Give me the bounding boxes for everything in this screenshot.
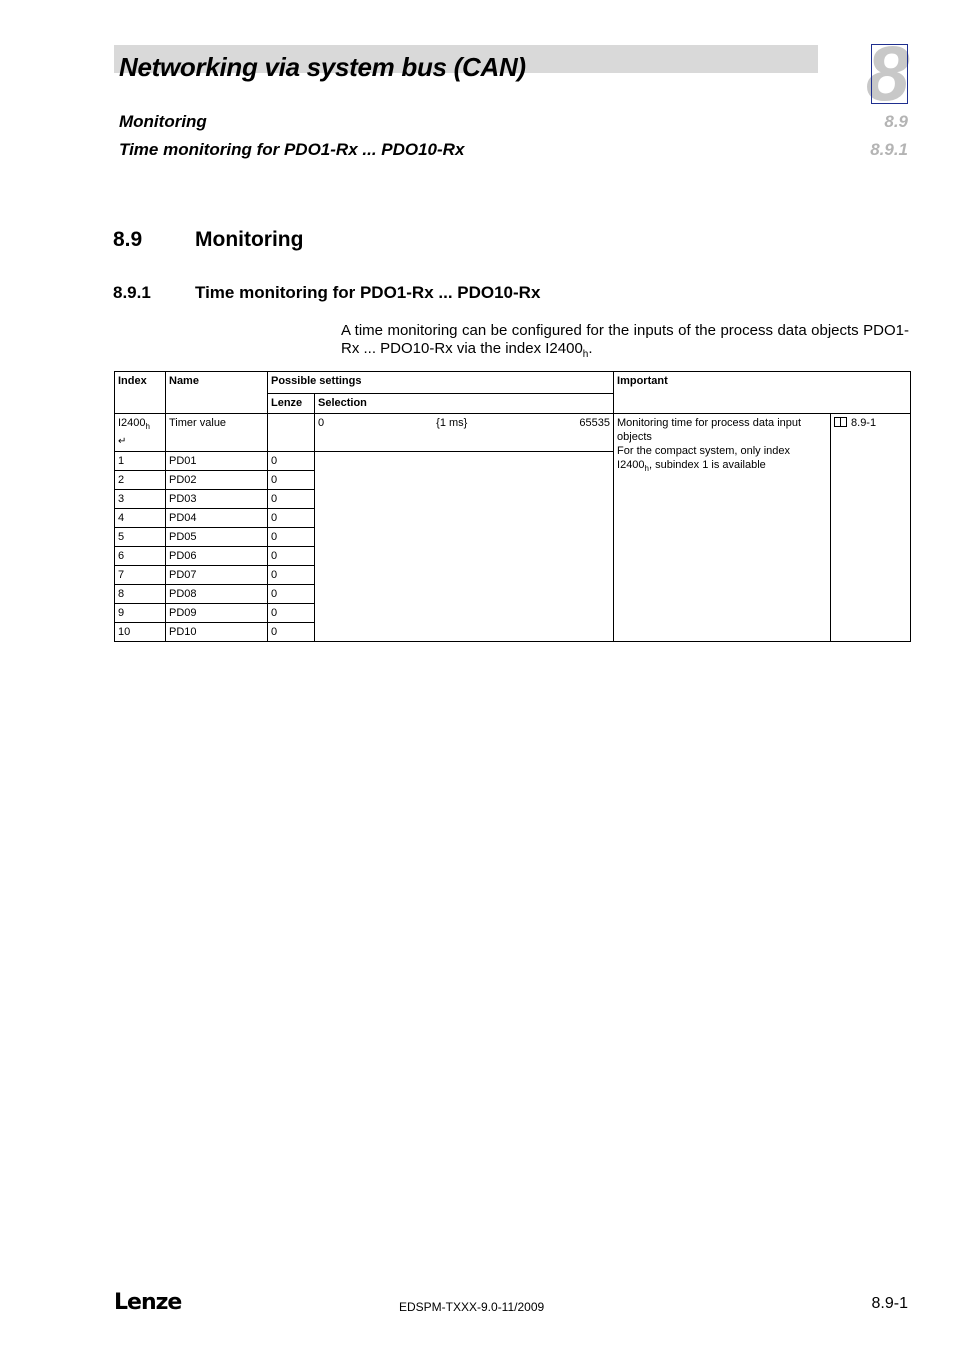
intro-paragraph: [341, 322, 909, 364]
row-name: PD02: [166, 471, 268, 490]
parameter-table: [114, 371, 911, 642]
running-header-subsection: Time monitoring for PDO1-Rx ... PDO10-Rx: [119, 140, 465, 159]
intro-subscript: h: [582, 349, 589, 360]
subindex: 10: [115, 623, 166, 642]
main-name: Timer value: [166, 414, 268, 452]
main-index-sub: h: [145, 422, 150, 432]
important-cell: [614, 414, 831, 642]
intro-text-end: .: [588, 340, 593, 357]
row-name: PD04: [166, 509, 268, 528]
book-icon: [834, 417, 847, 427]
row-name: PD07: [166, 566, 268, 585]
selection-unit: {1 ms}: [436, 417, 468, 429]
subsection-heading: [113, 283, 540, 303]
intro-text: A time monitoring can be configured for the inputs of the process data objects PDO1-Rx ... PDO10-Rx via the index I2400: [341, 322, 909, 357]
row-name: PD05: [166, 528, 268, 547]
table-row-main: [115, 414, 911, 452]
important-text-2b: , subindex 1 is available: [649, 459, 766, 471]
document-id: EDSPM-TXXX-9.0-11/2009: [399, 1300, 545, 1314]
important-text-2a: For the compact system, only index I2400: [617, 445, 791, 471]
row-lenze: 0: [268, 623, 315, 642]
row-name: PD06: [166, 547, 268, 566]
row-name: PD01: [166, 452, 268, 471]
running-header-section: Monitoring: [119, 112, 207, 131]
selection-empty: [315, 452, 614, 642]
row-lenze: 0: [268, 604, 315, 623]
row-name: PD03: [166, 490, 268, 509]
header-selection: Selection: [315, 394, 614, 414]
header-index: Index: [115, 372, 166, 414]
selection-max: 65535: [579, 417, 610, 429]
subsection-number: 8.9.1: [113, 283, 151, 302]
subindex: 4: [115, 509, 166, 528]
section-title: Monitoring: [195, 228, 304, 251]
row-lenze: 0: [268, 471, 315, 490]
reference-cell[interactable]: [831, 414, 911, 642]
subindex: 9: [115, 604, 166, 623]
subindex: 6: [115, 547, 166, 566]
section-number: 8.9: [113, 228, 143, 251]
chapter-marker-box: [871, 44, 908, 104]
important-text-2: [617, 444, 827, 476]
side-section-number: 8.9: [884, 112, 908, 131]
page-number: 8.9-1: [871, 1295, 908, 1312]
main-index-cell: [115, 414, 166, 452]
subindex: 1: [115, 452, 166, 471]
row-lenze: 0: [268, 566, 315, 585]
row-name: PD10: [166, 623, 268, 642]
side-subsection-number: 8.9.1: [870, 140, 908, 159]
subindex: 8: [115, 585, 166, 604]
important-text-1: Monitoring time for process data input objects: [617, 417, 802, 443]
important-text-2-sub: h: [644, 464, 649, 474]
main-index: I2400: [118, 417, 146, 429]
row-name: PD09: [166, 604, 268, 623]
row-lenze: 0: [268, 528, 315, 547]
chapter-number: 8: [866, 29, 910, 117]
header-important: Important: [614, 372, 911, 414]
main-selection: [315, 414, 614, 452]
lenze-logo: Lenze: [114, 1290, 182, 1315]
header-name: Name: [166, 372, 268, 414]
row-name: PD08: [166, 585, 268, 604]
return-symbol: ↵: [118, 436, 127, 448]
page-title: Networking via system bus (CAN): [119, 52, 526, 82]
row-lenze: 0: [268, 452, 315, 471]
row-lenze: 0: [268, 547, 315, 566]
main-lenze: [268, 414, 315, 452]
subindex: 2: [115, 471, 166, 490]
reference-link[interactable]: 8.9-1: [851, 417, 877, 429]
selection-min: 0: [318, 417, 325, 429]
row-lenze: 0: [268, 490, 315, 509]
header-possible-settings: Possible settings: [268, 372, 614, 394]
subsection-title: Time monitoring for PDO1-Rx ... PDO10-Rx: [195, 283, 541, 302]
row-lenze: 0: [268, 585, 315, 604]
row-lenze: 0: [268, 509, 315, 528]
subindex: 7: [115, 566, 166, 585]
section-heading: [113, 228, 303, 252]
subindex: 5: [115, 528, 166, 547]
subindex: 3: [115, 490, 166, 509]
header-lenze: Lenze: [268, 394, 315, 414]
